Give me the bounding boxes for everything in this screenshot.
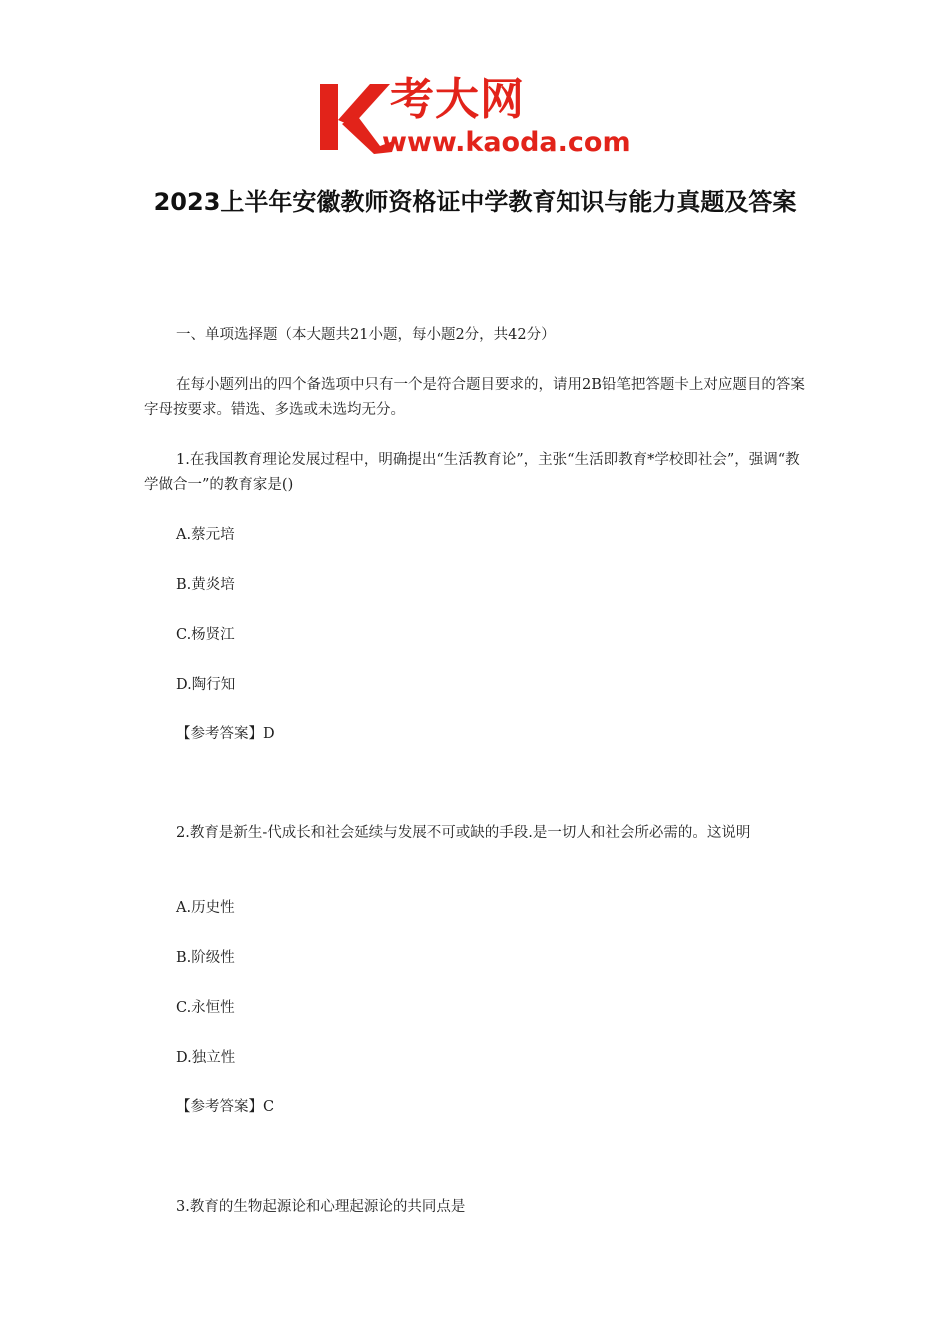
question-2-option-b: B.阶级性 (176, 950, 235, 966)
question-1-option-c: C.杨贤江 (176, 627, 235, 643)
document-title: 2023上半年安徽教师资格证中学教育知识与能力真题及答案 (153, 188, 797, 216)
question-1-option-a: A.蔡元培 (176, 527, 235, 543)
kaoda-logo (318, 74, 640, 162)
question-2-option-d: D.独立性 (176, 1050, 236, 1066)
section-heading: 一、单项选择题（本大题共21小题，每小题2分，共42分） (176, 327, 556, 343)
section-instructions: 在每小题列出的四个备选项中只有一个是符合题目要求的，请用2B铅笔把答题卡上对应题目的答案字母按要求。错选、多选或未选均无分。 (144, 377, 805, 418)
logo-brand-text: 考大网 (390, 74, 525, 125)
question-2-option-c: C.永恒性 (176, 1000, 235, 1016)
question-1-option-b: B.黄炎培 (176, 577, 235, 593)
question-1-option-d: D.陶行知 (176, 677, 236, 693)
question-2-option-a: A.历史性 (176, 900, 235, 916)
question-1-stem: 1.在我国教育理论发展过程中，明确提出“生活教育论”，主张“生活即教育*学校即社会”，强调“教学做合一”的教育家是() (144, 452, 800, 493)
logo-url-text: www.kaoda.com (382, 127, 631, 158)
question-2-answer: 【参考答案】C (176, 1099, 275, 1115)
question-1-answer: 【参考答案】D (176, 726, 275, 742)
question-3-stem: 3.教育的生物起源论和心理起源论的共同点是 (176, 1199, 466, 1215)
question-2-stem: 2.教育是新生-代成长和社会延续与发展不可或缺的手段.是一切人和社会所必需的。这说明 (176, 825, 751, 841)
